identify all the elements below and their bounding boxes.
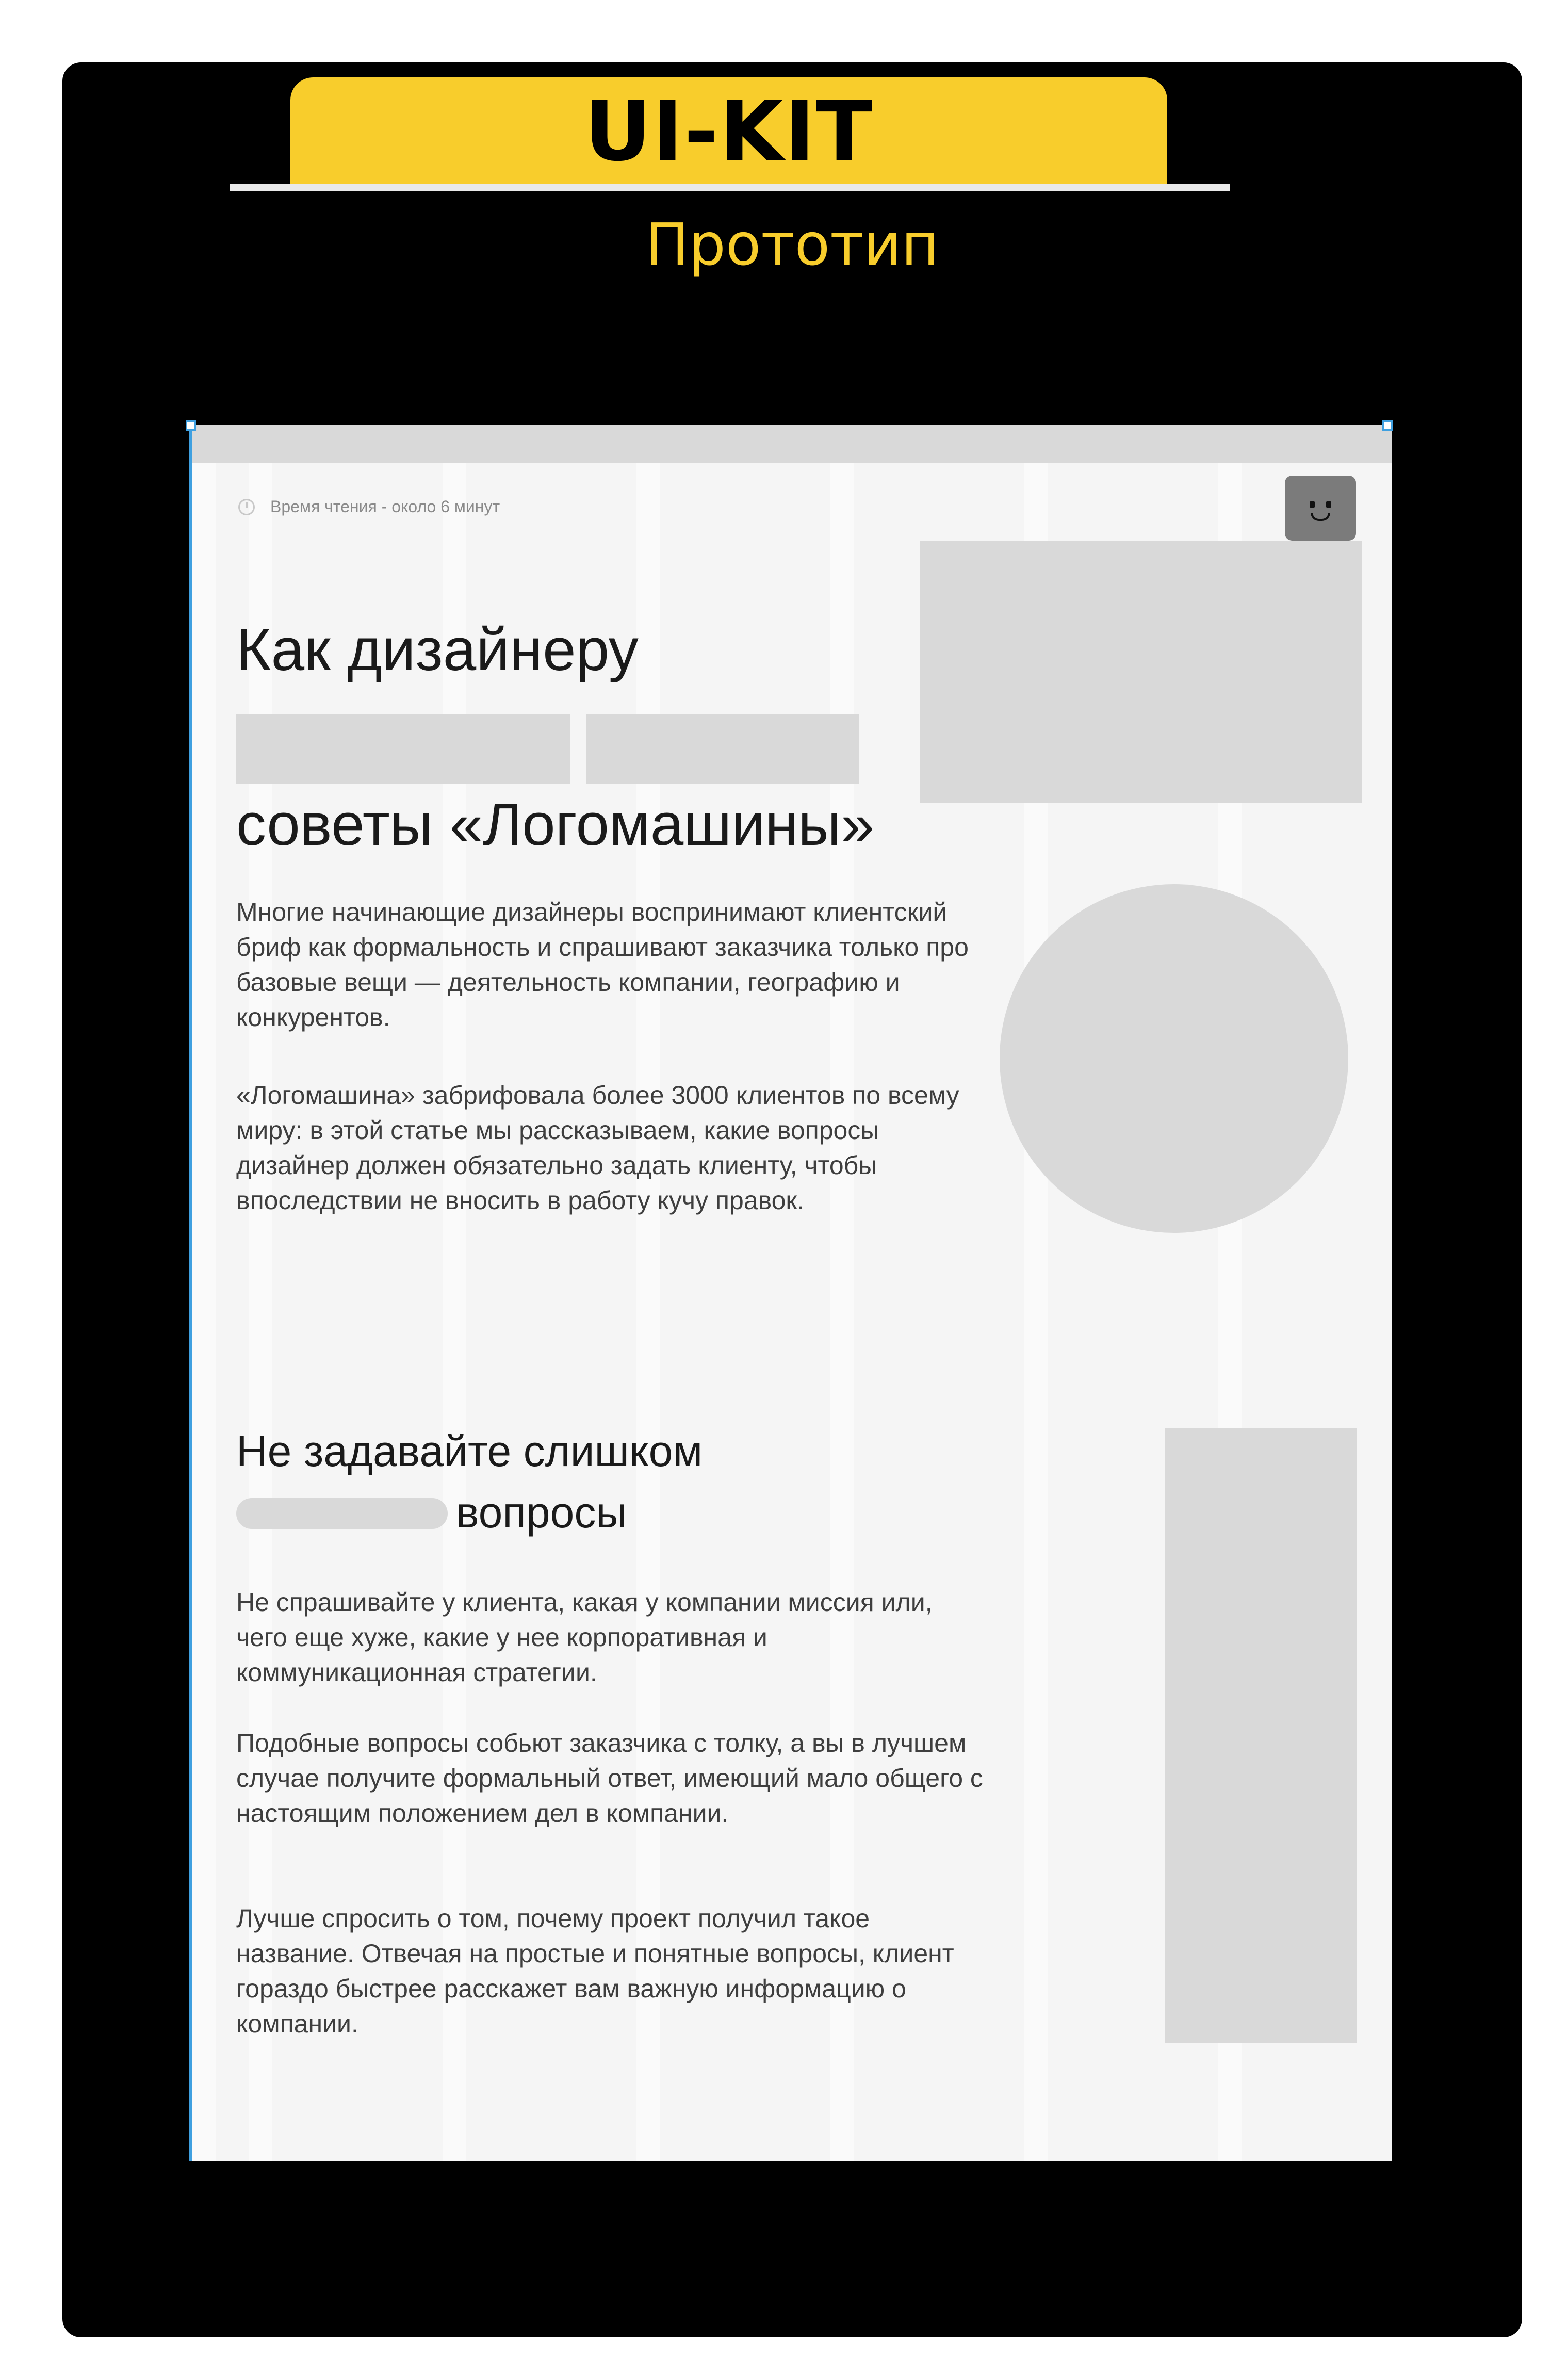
tab-underline <box>230 184 1230 191</box>
image-placeholder-top <box>920 541 1362 803</box>
section-paragraph-2: Подобные вопросы собьют заказчика с толку, а вы в лучшем случае получите формальный ответ, имеющий мало общего с настоящим положением дел в компании. <box>236 1729 983 1828</box>
article-title-line3: советы «Логомашины» <box>236 791 875 858</box>
intro-paragraph-2: «Логомашина» забрифовала более 3000 клиентов по всему миру: в этой статье мы рассказываем, какие вопросы дизайнер должен обязательно задать клиенту, чтобы впоследствии не вносить в работу кучу правок. <box>236 1081 959 1215</box>
ui-kit-tab[interactable] <box>290 77 1167 185</box>
ui-kit-tab-label: UI-KIT <box>584 83 874 180</box>
frame-top-bar <box>192 425 1392 463</box>
robot-eye-left <box>1310 501 1315 508</box>
section-title-line1: Не задавайте слишком <box>236 1427 703 1475</box>
grid-column <box>192 463 216 2161</box>
selection-handle-top-left[interactable] <box>186 420 196 431</box>
prototype-frame[interactable] <box>189 425 1392 2161</box>
reading-time <box>238 497 500 516</box>
reading-time-label: Время чтения - около 6 минут <box>270 497 500 516</box>
clock-icon <box>238 499 255 515</box>
image-placeholder-tall <box>1165 1428 1357 2043</box>
section-title-redacted-word <box>236 1498 448 1529</box>
title-redacted-word-2 <box>586 714 859 784</box>
prototype-subtitle: Прототип <box>645 211 939 279</box>
title-redacted-word-1 <box>236 714 570 784</box>
intro-paragraph-1: Многие начинающие дизайнеры воспринимают клиентский бриф как формальность и спрашивают заказчика только про базовые вещи — деятельность компании, географию и конкурентов. <box>236 898 969 1032</box>
section-paragraph-3: Лучше спросить о том, почему проект получил такое название. Отвечая на простые и понятные вопросы, клиент гораздо быстрее расскажет вам важную информацию о компании. <box>236 1904 954 2038</box>
image-placeholder-circle <box>1000 884 1348 1233</box>
robot-face-icon[interactable] <box>1285 476 1356 541</box>
robot-eye-right <box>1326 501 1331 508</box>
selection-handle-top-right[interactable] <box>1382 420 1393 431</box>
section-paragraph-1: Не спрашивайте у клиента, какая у компании миссия или, чего еще хуже, какие у нее корпоративная и коммуникационная стратегии. <box>236 1588 933 1687</box>
article-title-line1: Как дизайнеру <box>236 616 639 683</box>
section-title-line2: вопросы <box>456 1488 627 1537</box>
robot-mouth <box>1311 513 1330 521</box>
